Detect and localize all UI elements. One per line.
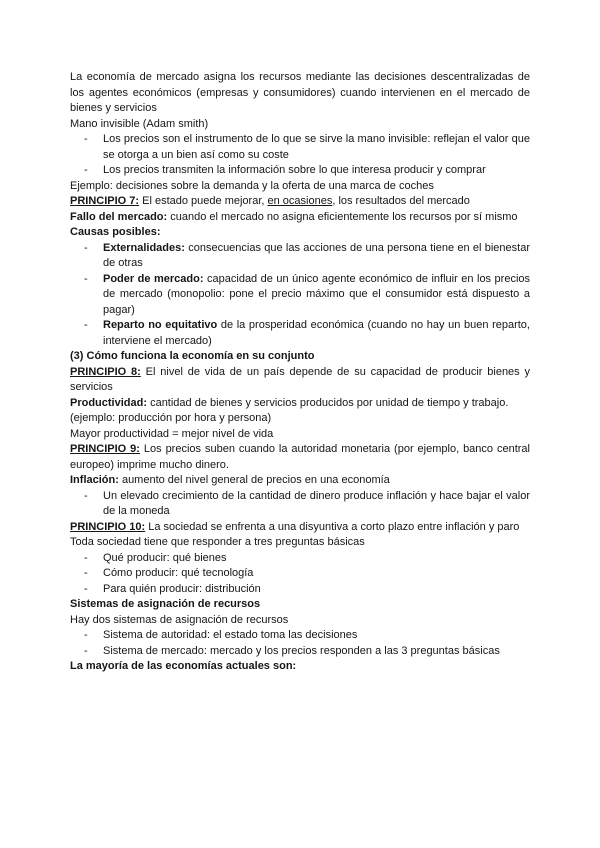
text-run: La economía de mercado asigna los recursos mediante las decisiones descentralizadas de los agentes económicos (empresas y consumidores) cuando intervienen en el mercado de bienes y servicios — [70, 71, 530, 114]
heading-paragraph — [70, 194, 530, 210]
emphasis-text: en ocasiones — [267, 195, 333, 207]
list-item — [70, 628, 530, 644]
text-run: de la prosperidad económica (cuando no hay un buen reparto, interviene el mercado) — [103, 319, 530, 347]
paragraph — [70, 427, 530, 443]
text-run: Un elevado crecimiento de la cantidad de dinero produce inflación y hace bajar el valor de la moneda — [103, 489, 530, 517]
emphasis-text: Sistemas de asignación de recursos — [70, 598, 261, 610]
bullet-list — [70, 132, 530, 179]
paragraph — [70, 117, 530, 133]
text-run: Mano invisible (Adam smith) — [70, 117, 209, 130]
text-run: Qué producir: qué bienes — [103, 551, 227, 564]
text-run: La sociedad se enfrenta a una disyuntiva a corto plazo entre inflación y paro — [145, 520, 520, 533]
text-run: (ejemplo: producción por hora y persona) — [70, 412, 272, 424]
text-run: cuando el mercado no asigna eficientemente los recursos por sí mismo — [167, 210, 518, 223]
bullet-list — [70, 241, 530, 350]
list-item — [70, 489, 530, 520]
heading-paragraph — [70, 597, 530, 613]
emphasis-text: La mayoría de las economías actuales son: — [70, 660, 297, 672]
text-run: Los precios suben cuando la autoridad monetaria (por ejemplo, banco central europeo) imprime mucho dinero. — [70, 443, 530, 471]
emphasis-text: Poder de mercado: — [103, 272, 204, 285]
heading-paragraph — [70, 442, 530, 473]
text-run: Los precios son el instrumento de lo que se sirve la mano invisible: reflejan el valor que se otorga a un bien así como su coste — [103, 133, 530, 161]
text-run: El nivel de vida de un país depende de su capacidad de producir bienes y servicios — [70, 365, 530, 393]
bullet-list — [70, 551, 530, 598]
text-run: Para quién producir: distribución — [103, 582, 261, 595]
list-item — [70, 566, 530, 582]
list-item — [70, 163, 530, 179]
emphasis-text: Externalidades: — [103, 241, 185, 254]
text-run: Sistema de autoridad: el estado toma las decisiones — [103, 629, 358, 641]
paragraph — [70, 613, 530, 629]
emphasis-text: Reparto no equitativo — [103, 319, 218, 331]
heading-paragraph — [70, 225, 530, 241]
text-run: Sistema de mercado: mercado y los precios responden a las 3 preguntas básicas — [103, 644, 500, 657]
heading-paragraph — [70, 349, 530, 365]
list-item — [70, 551, 530, 567]
text-run: El estado puede mejorar, — [139, 195, 268, 207]
emphasis-text: Inflación: — [70, 474, 119, 486]
list-item — [70, 241, 530, 272]
text-run: , los resultados del mercado — [332, 195, 470, 207]
emphasis-text: Causas posibles: — [70, 226, 161, 238]
text-run: Hay dos sistemas de asignación de recursos — [70, 613, 289, 626]
list-item — [70, 582, 530, 598]
text-run: consecuencias que las acciones de una persona tiene en el bienestar de otras — [103, 241, 530, 269]
paragraph — [70, 535, 530, 551]
paragraph — [70, 411, 530, 427]
text-run: capacidad de un único agente económico de influir en los precios de mercado (monopolio: pone el precio máximo que el consumidor está dispuesto a pagar) — [103, 272, 531, 316]
emphasis-text: PRINCIPIO 8: — [70, 365, 141, 378]
text-run: aumento del nivel general de precios en una economía — [118, 474, 390, 486]
paragraph — [70, 70, 530, 117]
bullet-list — [70, 628, 530, 659]
emphasis-text: (3) Cómo funciona la economía en su conjunto — [70, 350, 315, 362]
text-run: cantidad de bienes y servicios producidos por unidad de tiempo y trabajo. — [147, 396, 509, 409]
list-item — [70, 644, 530, 660]
document-content — [70, 70, 530, 675]
text-run: Cómo producir: qué tecnología — [103, 567, 254, 579]
emphasis-text: PRINCIPIO 9: — [70, 443, 140, 455]
text-run: Mayor productividad = mejor nivel de vida — [70, 427, 274, 440]
emphasis-text: PRINCIPIO 7: — [70, 195, 140, 207]
list-item — [70, 132, 530, 163]
text-run: Toda sociedad tiene que responder a tres preguntas básicas — [70, 536, 365, 548]
list-item — [70, 318, 530, 349]
paragraph — [70, 179, 530, 195]
emphasis-text: PRINCIPIO 10: — [70, 520, 146, 533]
heading-paragraph — [70, 365, 530, 396]
heading-paragraph — [70, 210, 530, 226]
heading-paragraph — [70, 520, 530, 536]
text-run: Los precios transmiten la información sobre lo que interesa producir y comprar — [103, 164, 486, 176]
heading-paragraph — [70, 473, 530, 489]
emphasis-text: Productividad: — [70, 396, 148, 409]
text-run: Ejemplo: decisiones sobre la demanda y la oferta de una marca de coches — [70, 179, 434, 192]
heading-paragraph — [70, 396, 530, 412]
list-item — [70, 272, 530, 319]
emphasis-text: Fallo del mercado: — [70, 210, 168, 223]
heading-paragraph — [70, 659, 530, 675]
bullet-list — [70, 489, 530, 520]
